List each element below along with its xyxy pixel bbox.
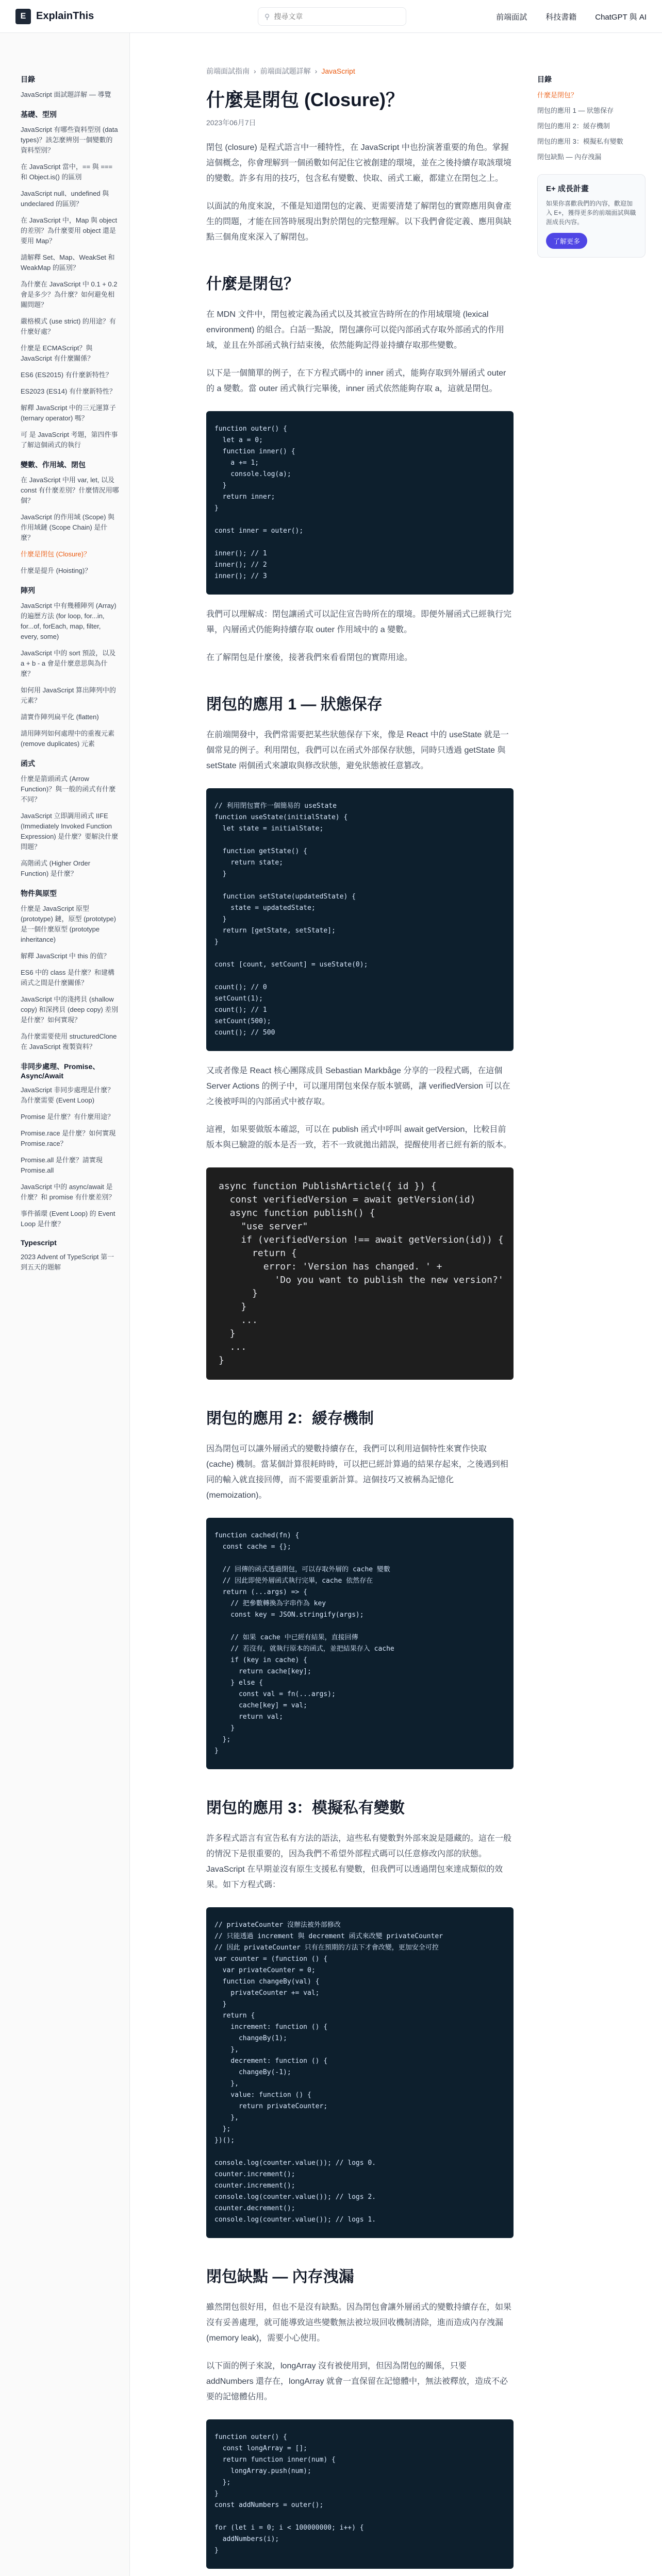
sidebar-item[interactable]: Promise 是什麼？有什麼用途？	[21, 1113, 114, 1121]
toc-item[interactable]: 閉包的應用 2：緩存機制	[537, 122, 610, 130]
intro-paragraph: 閉包 (closure) 是程式語言中一種特性，在 JavaScript 中也扮演著重要的角色。掌握這個概念，你會理解到一個函數如何記住它被創建的環境，並在之後持續存取該環境的變數。許多有用的技巧，包含私有變數、快取、函式工廠，都建立在閉包之上。	[206, 143, 512, 183]
breadcrumb-item[interactable]: 前端面試題詳解	[260, 67, 311, 75]
sidebar-item[interactable]: 為什麼在 JavaScript 中 0.1 + 0.2 會是多少？為什麼？如何避免相關問題？	[21, 280, 118, 309]
paragraph: 在 MDN 文件中，閉包被定義為函式以及其被宣告時所在的作用域環境 (lexical environment) 的組合。白話一點說，閉包讓你可以從內部函式存取外部函式的作用域，並且在外部函式執行結束後，依然能夠記得並持續存取那些變數。	[206, 310, 504, 350]
sidebar-item[interactable]: JavaScript 的作用域 (Scope) 與作用域鏈 (Scope Chain) 是什麼？	[21, 513, 115, 541]
paragraph: 以下面的例子來說，longArray 沒有被使用到，但因為閉包的關係，只要 addNumbers 還存在，longArray 就會一直保留在記憶體中，無法被釋放，造成不必要的記憶體佔用。	[206, 2362, 508, 2401]
paragraph: 因為閉包可以讓外層函式的變數持續存在，我們可以利用這個特性來實作快取 (cache) 機制。當某個計算很耗時時，可以把已經計算過的結果存起來，之後遇到相同的輸入就直接回傳，而不需要重新計算。這個技巧又被稱為記憶化 (memoization)。	[206, 1445, 508, 1500]
promo-button[interactable]: 了解更多	[546, 233, 587, 249]
sidebar-item[interactable]: 嚴格模式 (use strict) 的用途？有什麼好處？	[21, 317, 116, 335]
sidebar-item[interactable]: JavaScript 立即調用函式 IIFE (Immediately Invoked Function Expression) 是什麼？要解決什麼問題？	[21, 812, 119, 851]
sidebar-section-title: 陣列	[21, 586, 35, 595]
sidebar-section-title: 目錄	[21, 75, 35, 83]
sidebar-section-title: Typescript	[21, 1239, 57, 1247]
article	[206, 33, 514, 2569]
sidebar-item[interactable]: ES2023 (ES14) 有什麼新特性？	[21, 387, 116, 395]
promo-card	[537, 174, 646, 258]
search-icon: ⚲	[264, 12, 270, 21]
paragraph: 在前端開發中，我們常需要把某些狀態保存下來，像是 React 中的 useState 就是一個常見的例子。利用閉包，我們可以在函式外部保存狀態，同時只透過 getState 與 setState 兩個函式來讀取與修改狀態，避免狀態被任意篡改。	[206, 731, 509, 770]
sidebar-section-title: 非同步處理、Promise、Async/Await	[21, 1062, 100, 1080]
sidebar-section-title: 函式	[21, 759, 35, 768]
toc-item[interactable]: 閉包的應用 1 — 狀態保存	[537, 107, 614, 114]
sidebar-item[interactable]: 請解釋 Set、Map、WeakSet 和 WeakMap 的區別？	[21, 253, 115, 272]
sidebar-item[interactable]: 什麼是箭頭函式 (Arrow Function)？與一般的函式有什麼不同？	[21, 775, 116, 803]
toc-title: 目錄	[537, 75, 552, 83]
breadcrumb-separator: ›	[254, 67, 256, 75]
breadcrumb-separator: ›	[315, 67, 318, 75]
sidebar-section	[21, 758, 119, 879]
sidebar-section	[21, 585, 119, 749]
sidebar-section	[21, 460, 119, 576]
code-screenshot: async function PublishArticle({ id }) { const verifiedVersion = await getVersion(id) async function publish() { "use server" if (verifiedVersion !== await getVersion(id)) { return { error: 'Version has changed. ' + 'Do you want to publish the new version?' } } ... } ... }	[206, 1167, 514, 1380]
sidebar-section	[21, 74, 119, 100]
sidebar-item[interactable]: JavaScript 中的 sort 預設，以及 a + b - a 會是什麼意思與為什麼？	[21, 649, 116, 677]
sidebar-section	[21, 888, 119, 1052]
table-of-contents	[537, 33, 646, 258]
sidebar-section	[21, 1239, 119, 1273]
sidebar-item[interactable]: 什麼是 ECMAScript？與 JavaScript 有什麼關係？	[21, 344, 94, 362]
sidebar-item[interactable]: 2023 Advent of TypeScript 第一到五天的題解	[21, 1253, 114, 1271]
promo-title: E+ 成長計畫	[546, 184, 589, 193]
sidebar-section-title: 基礎、型別	[21, 110, 57, 118]
logo-text: ExplainThis	[36, 10, 94, 22]
toc-item[interactable]: 什麼是閉包？	[537, 91, 578, 99]
sidebar-section	[21, 109, 119, 450]
paragraph: 許多程式語言有宣告私有方法的語法，這些私有變數對外部來說是隱藏的。這在一般的情況下是很重要的，因為我們不希望外部程式碼可以任意修改內部的狀態。JavaScript 在早期並沒有原生支援私有變數，但我們可以透過閉包來達成類似的效果。如下方程式碼：	[206, 1834, 512, 1889]
publish-date: 2023年06月7日	[206, 118, 256, 127]
top-bar	[0, 0, 662, 33]
sidebar-item[interactable]: JavaScript null、undefined 與 undeclared 的區別？	[21, 190, 109, 208]
sidebar-item[interactable]: 可 是 JavaScript 考題，第四件事了解這個函式的執行	[21, 431, 118, 449]
section-heading-app1: 閉包的應用 1 — 狀態保存	[206, 696, 383, 713]
paragraph: 在了解閉包是什麼後，接著我們來看看閉包的實際用途。	[206, 653, 413, 662]
left-sidebar	[0, 33, 130, 2576]
section-heading-leak: 閉包缺點 — 內存洩漏	[206, 2268, 354, 2285]
sidebar-item[interactable]: ES6 (ES2015) 有什麼新特性？	[21, 371, 112, 379]
logo[interactable]	[15, 9, 94, 24]
code-block: function cached(fn) { const cache = {}; // 回傳的函式透過閉包，可以存取外層的 cache 變數 // 因此即使外層函式執行完畢，cache 依然存在 return (...args) => { // 把參數轉換為字串作為 key const key = JSON.stringify(args); // 如果 cache 中已經有結果，直接回傳 // 若沒有，就執行原本的函式，並把結果存入 cache if (key in cache) { return cache[key]; } else { const val = fn(...args); cache[key] = val; return val; } }; }	[206, 1518, 514, 1769]
sidebar-item[interactable]: JavaScript 中的 async/await 是什麼？和 promise 有什麼差別？	[21, 1183, 115, 1201]
nav-tech-books[interactable]: 科技書籍	[545, 12, 577, 22]
code-block: // privateCounter 沒辦法被外部修改 // 只能透過 increment 與 decrement 函式來改變 privateCounter // 因此 privateCounter 只有在預期的方法下才會改變，更加安全可控 var counter = (function () { var privateCounter = 0; function changeBy(val) { privateCounter += val; } return { increment: function () { changeBy(1); }, decrement: function () { changeBy(-1); }, value: function () { return privateCounter; }, }; })(); console.log(counter.value()); // logs 0. counter.increment(); counter.increment(); console.log(counter.value()); // logs 2. counter.decrement(); console.log(counter.value()); // logs 1.	[206, 1907, 514, 2238]
sidebar-item[interactable]: Promise.all 是什麼？請實現 Promise.all	[21, 1156, 103, 1174]
sidebar-item[interactable]: 高階函式 (Higher Order Function) 是什麼？	[21, 859, 91, 877]
sidebar-item[interactable]: 解釋 JavaScript 中的三元運算子 (ternary operator) 嗎？	[21, 404, 116, 422]
sidebar-item[interactable]: 請實作陣列扁平化 (flatten)	[21, 713, 99, 721]
search-input[interactable]	[274, 12, 387, 21]
sidebar-item[interactable]: JavaScript 中有幾種陣列 (Array) 的遍歷方法 (for loop, for...in, for...of, forEach, map, filter, every, some)	[21, 602, 117, 640]
sidebar-item[interactable]: 在 JavaScript 當中，== 與 === 和 Object.is() 的區別	[21, 163, 113, 181]
sidebar-section-title: 變數、作用域、閉包	[21, 461, 86, 469]
section-heading-app2: 閉包的應用 2：緩存機制	[206, 1410, 374, 1427]
logo-mark: E	[15, 9, 31, 24]
paragraph: 以下是一個簡單的例子，在下方程式碼中的 inner 函式，能夠存取到外層函式 outer 的 a 變數。當 outer 函式執行完畢後，inner 函式依然能夠存取 a，這就是閉包。	[206, 369, 506, 393]
breadcrumb	[206, 66, 514, 76]
code-block: function outer() { const longArray = []; return function inner(num) { longArray.push(num); }; } const addNumbers = outer(); for (let i = 0; i < 100000000; i++) { addNumbers(i); }	[206, 2419, 514, 2569]
sidebar-item[interactable]: JavaScript 有哪些資料型別 (data types)？該怎麼辨別一個變數的資料型別？	[21, 126, 118, 154]
sidebar-item[interactable]: 什麼是閉包 (Closure)？	[21, 550, 91, 558]
nav-chatgpt-ai[interactable]: ChatGPT 與 AI	[595, 12, 647, 22]
toc-item[interactable]: 閉包的應用 3：模擬私有變數	[537, 138, 623, 145]
sidebar-item[interactable]: 在 JavaScript 中，Map 與 object 的差別？為什麼要用 object 還是要用 Map？	[21, 216, 118, 245]
sidebar-item[interactable]: 事件循環 (Event Loop) 的 Event Loop 是什麼？	[21, 1210, 115, 1228]
paragraph: 我們可以理解成：閉包讓函式可以記住宣告時所在的環境。即便外層函式已經執行完畢，內層函式仍能夠持續存取 outer 作用域中的 a 變數。	[206, 610, 512, 634]
toc-list	[537, 91, 646, 162]
sidebar-item[interactable]: JavaScript 面試題詳解 — 導覽	[21, 91, 111, 98]
top-nav	[496, 0, 647, 33]
sidebar-item[interactable]: 如何用 JavaScript 算出陣列中的元素？	[21, 686, 116, 704]
paragraph: 雖然閉包很好用，但也不是沒有缺點。因為閉包會讓外層函式的變數持續存在，如果沒有妥善處理，就可能導致這些變數無法被垃圾回收機制清除，進而造成內存洩漏 (memory leak)，需要小心使用。	[206, 2303, 512, 2343]
sidebar-item[interactable]: ES6 中的 class 是什麼？和建構函式之間是什麼關係？	[21, 969, 115, 987]
code-block: function outer() { let a = 0; function inner() { a += 1; console.log(a); } return inner; } const inner = outer(); inner(); // 1 inner(); // 2 inner(); // 3	[206, 411, 514, 595]
toc-item[interactable]: 閉包缺點 — 內存洩漏	[537, 153, 602, 161]
paragraph: 又或者像是 React 核心團隊成員 Sebastian Markbåge 分享的一段程式碼，在這個 Server Actions 的例子中，可以運用閉包來保存版本號碼，讓 verifiedVersion 可以在之後被呼叫的內部函式中被存取。	[206, 1066, 510, 1106]
sidebar-item[interactable]: 在 JavaScript 中用 var, let, 以及 const 有什麼差別？什麼情況用哪個？	[21, 476, 119, 504]
sidebar-item[interactable]: JavaScript 中的淺拷貝 (shallow copy) 和深拷貝 (deep copy) 差別是什麼？如何實現？	[21, 995, 119, 1024]
sidebar-section-title: 物件與原型	[21, 889, 57, 897]
sidebar-item[interactable]: Promise.race 是什麼？如何實現 Promise.race？	[21, 1129, 116, 1147]
sidebar-item[interactable]: 為什麼需要使用 structuredClone 在 JavaScript 複製資料？	[21, 1032, 117, 1050]
breadcrumb-current: JavaScript	[321, 67, 355, 75]
intro-paragraph-2: 以面試的角度來說，不僅是知道閉包的定義、更需要清楚了解閉包的實際應用與會產生的問題，才能在回答時展現出對於閉包的完整理解。以下我們會從定義、應用與缺點三個角度來深入了解閉包。	[206, 202, 512, 242]
sidebar-item[interactable]: JavaScript 非同步處理是什麼？為什麼需要 (Event Loop)	[21, 1086, 114, 1104]
page-title: 什麼是閉包 (Closure)？	[206, 89, 405, 110]
nav-frontend-interview[interactable]: 前端面試	[496, 12, 527, 22]
section-heading-app3: 閉包的應用 3：模擬私有變數	[206, 1800, 405, 1817]
promo-text: 如果你喜歡我們的內容，歡迎加入 E+，獲得更多的前端面試與職涯成長內容。	[546, 200, 636, 226]
code-block: // 利用閉包實作一個簡易的 useState function useState(initialState) { let state = initialState; function getState() { return state; } function setState(updatedState) { state = updatedState; } return [getState, setState]; } const [count, setCount] = useState(0); count(); // 0 setCount(1); count(); // 1 setCount(500); count(); // 500	[206, 788, 514, 1051]
sidebar-item[interactable]: 請用陣列如何處理中的重複元素 (remove duplicates) 元素	[21, 730, 115, 748]
paragraph: 這裡，如果要做版本確認，可以在 publish 函式中呼叫 await getVersion，比較目前版本與已驗證的版本是否一致，若不一致就拋出錯誤，提醒使用者已經有新的版本。	[206, 1125, 512, 1149]
sidebar-section	[21, 1061, 119, 1229]
sidebar-item[interactable]: 什麼是提升 (Hoisting)？	[21, 567, 92, 574]
search-box[interactable]	[258, 7, 406, 26]
breadcrumb-item[interactable]: 前端面試指南	[206, 67, 250, 75]
sidebar-item[interactable]: 什麼是 JavaScript 原型 (prototype) 鏈，原型 (prototype) 是一個什麼原型 (prototype inheritance)	[21, 905, 116, 943]
sidebar-item[interactable]: 解釋 JavaScript 中 this 的值？	[21, 952, 110, 960]
section-heading-what: 什麼是閉包？	[206, 276, 299, 293]
